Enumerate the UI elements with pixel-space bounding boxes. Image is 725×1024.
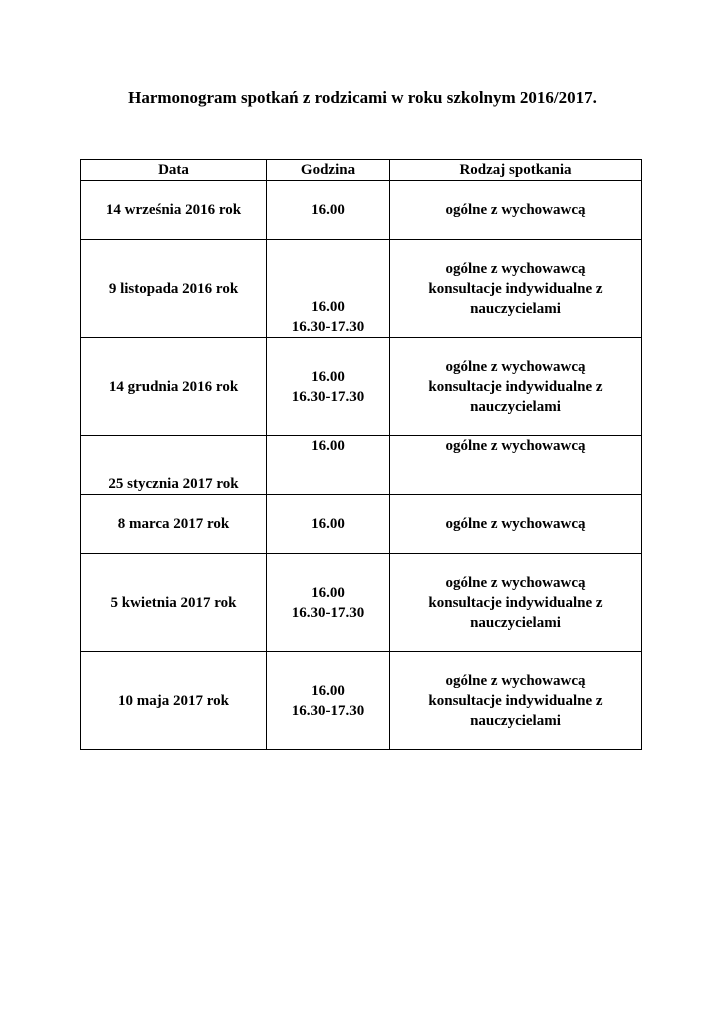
- table-row: [81, 181, 642, 240]
- cell-date: 8 marca 2017 rok: [81, 495, 267, 554]
- table-header-row: [81, 160, 642, 181]
- type-line: konsultacje indywidualne z: [428, 692, 603, 709]
- type-line: konsultacje indywidualne z: [428, 378, 603, 395]
- cell-date: 5 kwietnia 2017 rok: [81, 554, 267, 652]
- cell-meeting-type: [390, 554, 642, 652]
- cell-date: 10 maja 2017 rok: [81, 652, 267, 750]
- hour-line: 16.00: [311, 584, 345, 601]
- cell-hour: [267, 240, 390, 338]
- header-date: Data: [81, 160, 267, 181]
- type-line: ogólne z wychowawcą: [445, 516, 586, 532]
- type-line: ogólne z wychowawcą: [445, 260, 586, 277]
- type-line: ogólne z wychowawcą: [445, 438, 586, 454]
- table-row: [81, 495, 642, 554]
- table-row: [81, 652, 642, 750]
- type-line: nauczycielami: [470, 614, 561, 631]
- cell-hour: [267, 554, 390, 652]
- table-row: [81, 554, 642, 652]
- cell-date: 14 grudnia 2016 rok: [81, 338, 267, 436]
- cell-meeting-type: [390, 338, 642, 436]
- cell-meeting-type: [390, 652, 642, 750]
- cell-hour: [267, 338, 390, 436]
- type-line: konsultacje indywidualne z: [428, 594, 603, 611]
- hour-line: 16.00: [311, 682, 345, 699]
- hour-line: 16.30-17.30: [291, 604, 365, 621]
- type-line: ogólne z wychowawcą: [445, 202, 586, 218]
- page-title: Harmonogram spotkań z rodzicami w roku szkolnym 2016/2017.: [128, 88, 597, 107]
- type-line: ogólne z wychowawcą: [445, 574, 586, 591]
- table-row: [81, 240, 642, 338]
- cell-meeting-type: [390, 240, 642, 338]
- table-row: [81, 338, 642, 436]
- table-row: [81, 436, 642, 495]
- header-meeting-type: Rodzaj spotkania: [390, 160, 642, 181]
- type-line: nauczycielami: [470, 300, 561, 317]
- hour-line: 16.00: [311, 438, 345, 454]
- cell-meeting-type: [390, 436, 642, 495]
- type-line: nauczycielami: [470, 712, 561, 729]
- cell-date: 25 stycznia 2017 rok: [81, 436, 267, 495]
- cell-meeting-type: [390, 181, 642, 240]
- hour-line: 16.00: [311, 299, 345, 315]
- hour-line: 16.30-17.30: [291, 702, 365, 719]
- cell-hour: [267, 652, 390, 750]
- type-line: ogólne z wychowawcą: [445, 672, 586, 689]
- cell-hour: [267, 436, 390, 495]
- hour-line: 16.00: [311, 516, 345, 532]
- cell-hour: [267, 181, 390, 240]
- cell-hour: [267, 495, 390, 554]
- hour-line: 16.30-17.30: [291, 388, 365, 405]
- type-line: nauczycielami: [470, 398, 561, 415]
- hour-line: 16.00: [311, 368, 345, 385]
- header-hour: Godzina: [267, 160, 390, 181]
- hour-line: 16.00: [311, 202, 345, 218]
- cell-meeting-type: [390, 495, 642, 554]
- type-line: ogólne z wychowawcą: [445, 358, 586, 375]
- type-line: konsultacje indywidualne z: [428, 280, 603, 297]
- cell-date: 9 listopada 2016 rok: [81, 240, 267, 338]
- hour-line: 16.30-17.30: [291, 319, 365, 335]
- cell-date: 14 września 2016 rok: [81, 181, 267, 240]
- schedule-table: [80, 159, 642, 750]
